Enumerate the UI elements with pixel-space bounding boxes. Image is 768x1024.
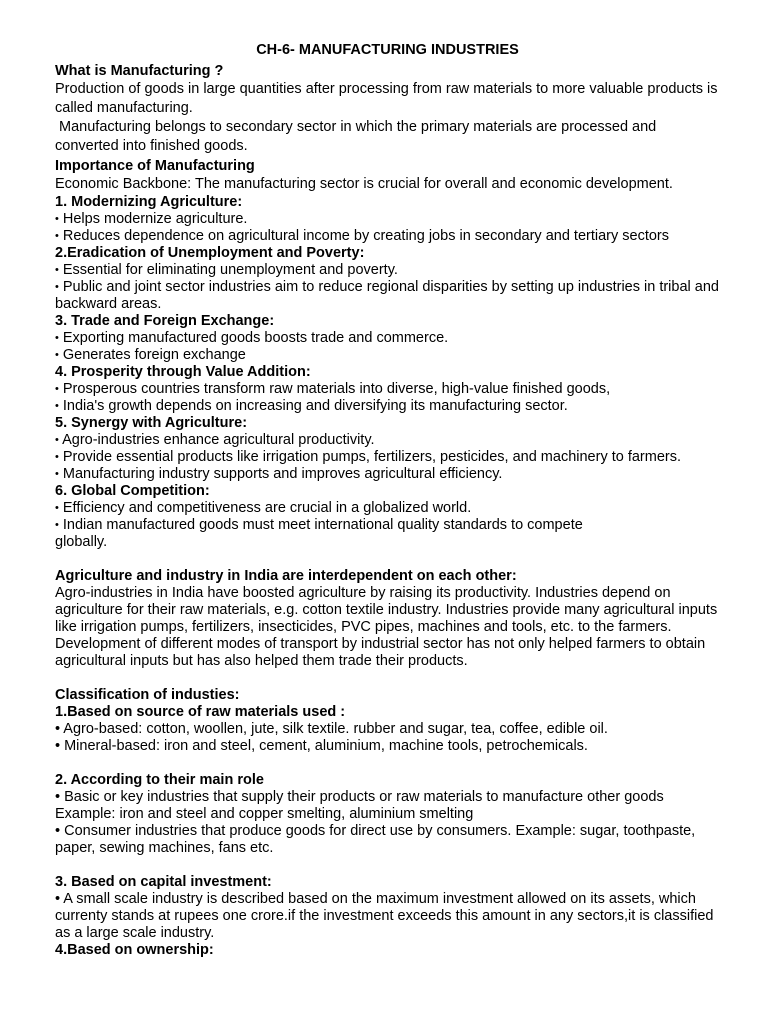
list-item: • Mineral-based: iron and steel, cement, aluminium, machine tools, petrochemicals. (55, 738, 588, 754)
list-item: Example: iron and steel and copper smelting, aluminium smelting (55, 806, 474, 822)
paragraph-capital-investment: • A small scale industry is described based on the maximum investment allowed on its assets, which currenty stands at rupees one crore.if the investment exceeds this amount in any sectors,it is classified as a large scale industry. (55, 891, 714, 941)
list-item: • Consumer industries that produce goods for direct use by consumers. Example: sugar, toothpaste, paper, sewing machines, fans etc. (55, 823, 696, 856)
document-title: CH-6- MANUFACTURING INDUSTRIES (256, 42, 519, 58)
list-item: • Essential for eliminating unemployment and poverty. (55, 262, 398, 278)
heading-classification: Classification of industies: (55, 687, 240, 703)
list-item: • Agro-industries enhance agricultural productivity. (55, 432, 375, 448)
subheading-capital-investment: 3. Based on capital investment: (55, 874, 272, 890)
bullet-icon: • (55, 264, 59, 276)
point-heading: 5. Synergy with Agriculture: (55, 415, 248, 431)
point-heading: 4. Prosperity through Value Addition: (55, 364, 311, 380)
bullet-icon: • (55, 230, 59, 242)
paragraph-secondary-sector: Manufacturing belongs to secondary sector in which the primary materials are processed and converted into finished goods. (55, 119, 661, 154)
bullet-icon: • (55, 332, 59, 344)
point-heading: 1. Modernizing Agriculture: (55, 194, 243, 210)
list-item: • Generates foreign exchange (55, 347, 246, 363)
bullet-icon: • (55, 502, 59, 514)
bullet-icon: • (55, 451, 59, 463)
list-item: • Reduces dependence on agricultural income by creating jobs in secondary and tertiary sectors (55, 228, 670, 244)
heading-interdependence: Agriculture and industry in India are interdependent on each other: (55, 568, 517, 584)
point-heading: 3. Trade and Foreign Exchange: (55, 313, 275, 329)
list-item: • Helps modernize agriculture. (55, 211, 248, 227)
spacer (55, 551, 720, 568)
spacer (55, 670, 720, 687)
bullet-icon: • (55, 468, 59, 480)
subheading-ownership: 4.Based on ownership: (55, 942, 214, 958)
list-item: • Basic or key industries that supply their products or raw materials to manufacture other goods (55, 789, 664, 805)
list-item: • Efficiency and competitiveness are crucial in a globalized world. (55, 500, 472, 516)
heading-importance: Importance of Manufacturing (55, 158, 255, 174)
list-item: • Agro-based: cotton, woollen, jute, silk textile. rubber and sugar, tea, coffee, edible oil. (55, 721, 608, 737)
paragraph-economic-backbone: Economic Backbone: The manufacturing sector is crucial for overall and economic development. (55, 176, 673, 192)
list-item: • Provide essential products like irrigation pumps, fertilizers, pesticides, and machinery to farmers. (55, 449, 682, 465)
bullet-icon: • (55, 383, 59, 395)
subheading-main-role: 2. According to their main role (55, 772, 264, 788)
document-page (55, 42, 720, 959)
heading-what-is-manufacturing: What is Manufacturing ? (55, 63, 224, 79)
spacer (55, 755, 720, 772)
list-item: • Manufacturing industry supports and improves agricultural efficiency. (55, 466, 503, 482)
bullet-icon: • (55, 400, 59, 412)
subheading-raw-materials: 1.Based on source of raw materials used : (55, 704, 346, 720)
paragraph-definition: Production of goods in large quantities after processing from raw materials to more valuable products is called manufacturing. (55, 81, 718, 116)
bullet-icon: • (55, 434, 59, 446)
list-item: • Prosperous countries transform raw materials into diverse, high-value finished goods, (55, 381, 611, 397)
paragraph-interdependence: Agro-industries in India have boosted agriculture by raising its productivity. Industries depend on agriculture for their raw materials, e.g. cotton textile industry. Industries provide many agricultural inputs like irrigation pumps, fertilizers, insecticides, PVC pipes, machines and tools, etc. to the farmers. Development of different modes of transport by industrial sector has not only helped farmers to obtain agricultural inputs but has also helped them trade their products. (55, 585, 718, 669)
point-heading: 6. Global Competition: (55, 483, 210, 499)
bullet-icon: • (55, 519, 59, 531)
bullet-icon: • (55, 281, 59, 293)
bullet-icon: • (55, 349, 59, 361)
point-heading: 2.Eradication of Unemployment and Poverty: (55, 245, 365, 261)
list-item: • India's growth depends on increasing and diversifying its manufacturing sector. (55, 398, 568, 414)
list-item: • Exporting manufactured goods boosts trade and commerce. (55, 330, 449, 346)
list-item: • Public and joint sector industries aim to reduce regional disparities by setting up industries in tribal and backward areas. (55, 279, 719, 312)
list-item: • Indian manufactured goods must meet international quality standards to compete globally. (55, 517, 583, 550)
spacer (55, 857, 720, 874)
bullet-icon: • (55, 213, 59, 225)
